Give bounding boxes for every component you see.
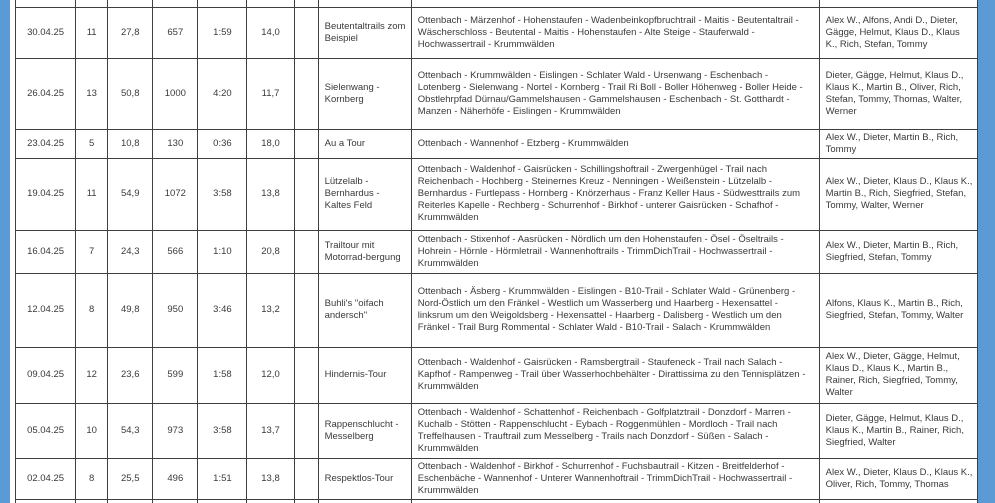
- cell-participants: Alex W., Dieter, Martin B., Rich, Tommy: [819, 129, 977, 158]
- cell-duration: 1:51: [198, 458, 247, 499]
- cell-date: 23.04.25: [16, 129, 76, 158]
- cell-tour-name: Respektlos-Tour: [318, 458, 411, 499]
- cell-riders: 5: [76, 129, 108, 158]
- cell-elevation: 1000: [153, 58, 198, 129]
- cell-spacer: [294, 58, 318, 129]
- cell-route: Ottenbach - Waldenhof - Schattenhof - Reichenbach - Golfplatztrail - Donzdorf - Marren - Kuchalb - Stötten - Rappenschlucht - Eybach - Roggenmühlen - Mordloch - Trail nach Treffelhausen - Trauftrail zum Messelberg - Trails nach Donzdorf - Süßen - Salach - Krummwälden: [411, 403, 819, 458]
- tour-row: [16, 347, 978, 403]
- cell-date: 05.04.25: [16, 403, 76, 458]
- cell-distance: 54,9: [108, 158, 153, 230]
- cell-distance: 10,8: [108, 129, 153, 158]
- cell-distance: 27,8: [108, 7, 153, 58]
- cell-elevation: 496: [153, 458, 198, 499]
- cell-tour-name: Hindernis-Tour: [318, 347, 411, 403]
- cell-spacer: [294, 7, 318, 58]
- cell-distance: 23,6: [108, 347, 153, 403]
- cell-participants: Alex W., Alfons, Andi D., Dieter, Gägge, Helmut, Klaus D., Klaus K., Rich, Stefan, Tommy: [819, 7, 977, 58]
- cell-spacer: [294, 158, 318, 230]
- tour-table: [15, 0, 978, 503]
- cell-participants: Alex W., Dieter, Klaus D., Klaus K., Martin B., Rich, Siegfried, Stefan, Tommy, Walter, Werner: [819, 158, 977, 230]
- tour-row: [16, 230, 978, 273]
- cell-date: 09.04.25: [16, 347, 76, 403]
- cut-off-row-top: [16, 0, 978, 7]
- cell-tour-name: Buhli's "oifach andersch": [318, 273, 411, 347]
- cell-spacer: [294, 230, 318, 273]
- cell-participants: Alfons, Klaus K., Martin B., Rich, Siegfried, Stefan, Tommy, Walter: [819, 273, 977, 347]
- cell-spacer: [294, 458, 318, 499]
- cell-date: 19.04.25: [16, 158, 76, 230]
- cell-elevation: 657: [153, 7, 198, 58]
- tour-row: [16, 158, 978, 230]
- cell-avg-speed: 13,8: [247, 158, 294, 230]
- cell-elevation: 566: [153, 230, 198, 273]
- tour-table-area: [10, 0, 978, 503]
- tour-row: [16, 58, 978, 129]
- cell-elevation: 973: [153, 403, 198, 458]
- cell-avg-speed: 13,2: [247, 273, 294, 347]
- cell-avg-speed: 12,0: [247, 347, 294, 403]
- cell-riders: 13: [76, 58, 108, 129]
- cell-avg-speed: 13,7: [247, 403, 294, 458]
- cell-spacer: [294, 403, 318, 458]
- table-row: [16, 0, 978, 7]
- cell-tour-name: Beutentaltrails zom Beispiel: [318, 7, 411, 58]
- cell-route: Ottenbach - Stixenhof - Aasrücken - Nördlich um den Hohenstaufen - Ösel - Öseltrails - Hohrein - Hörnle - Hörmletrail - Wannenhoftrails - TrimmDichTrail - Hochwassertrail - Krummwälden: [411, 230, 819, 273]
- cell-duration: 3:58: [198, 403, 247, 458]
- left-accent-bar: [0, 0, 10, 503]
- cell-elevation: 599: [153, 347, 198, 403]
- cell-riders: 11: [76, 7, 108, 58]
- cell-date: 02.04.25: [16, 458, 76, 499]
- cell-duration: 1:10: [198, 230, 247, 273]
- cell-route: Ottenbach - Krummwälden - Eislingen - Schlater Wald - Ursenwang - Eschenbach - Lotenberg - Sielenwang - Nortel - Kornberg - Trail Ri Boll - Boller Höhenweg - Boller Heide - Obstlehrpfad Dürnau/Gammelshausen - Gammelshausen - Eschenbach - St. Gotthardt - Manzen - Näherhöfe - Eislingen - Krummwälden: [411, 58, 819, 129]
- cell-duration: 1:58: [198, 347, 247, 403]
- tour-row: [16, 458, 978, 499]
- cell-avg-speed: 13,8: [247, 458, 294, 499]
- cell-avg-speed: 18,0: [247, 129, 294, 158]
- cell-avg-speed: 14,0: [247, 7, 294, 58]
- cell-date: 26.04.25: [16, 58, 76, 129]
- cell-duration: 1:59: [198, 7, 247, 58]
- cell-route: Ottenbach - Waldenhof - Gaisrücken - Schillingshoftrail - Zwergenhügel - Trail nach Reichenbach - Hochberg - Steinernes Kreuz - Nenningen - Weißenstein - Lützelalb - Bernhardus - Furtlepass - Hornberg - Knörzerhaus - Franz Keller Haus - Südwesttrails zum Reiterles Kapelle - Rechberg - Schurrenhof - Birkhof - unterer Gaisrücken - Schafhof - Krummwälden: [411, 158, 819, 230]
- cell-route: Ottenbach - Wannenhof - Etzberg - Krummwälden: [411, 129, 819, 158]
- cell-route: Ottenbach - Waldenhof - Birkhof - Schurrenhof - Fuchsbautrail - Kitzen - Breitfelderhof - Eschenbäche - Wannenhof - Unterer Wannenhoftrail - TrimmDichTrail - Hochwassertrail - Krummwälden: [411, 458, 819, 499]
- tour-row: [16, 403, 978, 458]
- cell-riders: 8: [76, 273, 108, 347]
- cell-tour-name: Sielenwang - Kornberg: [318, 58, 411, 129]
- cell-spacer: [294, 273, 318, 347]
- cell-riders: 7: [76, 230, 108, 273]
- cell-elevation: 130: [153, 129, 198, 158]
- cell-route: Ottenbach - Märzenhof - Hohenstaufen - Wadenbeinkopfbruchtrail - Maitis - Beutentaltrail - Wäscherschloss - Beutental - Maitis - Hohenstaufen - Alte Steige - Stauferwald - Hochwassertrail - Krummwälden: [411, 7, 819, 58]
- cell-tour-name: Rappenschlucht - Messelberg: [318, 403, 411, 458]
- cell-spacer: [294, 347, 318, 403]
- cell-duration: 0:36: [198, 129, 247, 158]
- cell-distance: 54,3: [108, 403, 153, 458]
- tour-row: [16, 129, 978, 158]
- cell-date: 30.04.25: [16, 7, 76, 58]
- cell-distance: 49,8: [108, 273, 153, 347]
- cell-riders: 8: [76, 458, 108, 499]
- cell-avg-speed: 11,7: [247, 58, 294, 129]
- cell-riders: 10: [76, 403, 108, 458]
- table-row: [16, 499, 978, 503]
- cell-riders: 12: [76, 347, 108, 403]
- cell-riders: 11: [76, 158, 108, 230]
- cell-avg-speed: 20,8: [247, 230, 294, 273]
- cell-elevation: 1072: [153, 158, 198, 230]
- cell-route: Ottenbach - Äsberg - Krummwälden - Eislingen - B10-Trail - Schlater Wald - Grünenberg - Nord-Östlich um den Fränkel - Westlich um Wasserberg und Haarberg - Hexensattel - linksrum um den Weigoldsberg - Hexensattel - Haarberg - Dalisberg - Westlich um den Fränkel - Trail Burg Rommental - Schlater Wald - B10-Trail - Salach - Krummwälden: [411, 273, 819, 347]
- tour-row: [16, 273, 978, 347]
- cell-participants: Alex W., Dieter, Gägge, Helmut, Klaus D., Klaus K., Martin B., Rainer, Rich, Siegfried, Tommy, Walter: [819, 347, 977, 403]
- cell-tour-name: Au a Tour: [318, 129, 411, 158]
- cell-distance: 24,3: [108, 230, 153, 273]
- cell-route: Ottenbach - Waldenhof - Gaisrücken - Ramsbergtrail - Staufeneck - Trail nach Salach - Kapfhof - Rampenweg - Trail über Wasserhochbehälter - Dirattissima zu den Tennisplätzen - Krummwälden: [411, 347, 819, 403]
- cell-elevation: 950: [153, 273, 198, 347]
- cut-off-row-bottom: [16, 499, 978, 503]
- cell-date: 12.04.25: [16, 273, 76, 347]
- tour-row: [16, 7, 978, 58]
- cell-duration: 4:20: [198, 58, 247, 129]
- cell-participants: Dieter, Gägge, Helmut, Klaus D., Klaus K., Martin B., Oliver, Rich, Stefan, Tommy, Thomas, Walter, Werner: [819, 58, 977, 129]
- cell-distance: 25,5: [108, 458, 153, 499]
- cell-date: 16.04.25: [16, 230, 76, 273]
- cell-distance: 50,8: [108, 58, 153, 129]
- cell-participants: Dieter, Gägge, Helmut, Klaus D., Klaus K., Martin B., Rainer, Rich, Siegfried, Walter: [819, 403, 977, 458]
- cell-tour-name: Lützelalb - Bernhardus - Kaltes Feld: [318, 158, 411, 230]
- cell-duration: 3:46: [198, 273, 247, 347]
- cell-participants: Alex W., Dieter, Martin B., Rich, Siegfried, Stefan, Tommy: [819, 230, 977, 273]
- tour-table-body: [16, 7, 978, 499]
- right-accent-bar: [978, 0, 995, 503]
- cell-participants: Alex W., Dieter, Klaus D., Klaus K., Oliver, Rich, Tommy, Thomas: [819, 458, 977, 499]
- cell-tour-name: Trailtour mit Motorrad-bergung: [318, 230, 411, 273]
- cell-duration: 3:58: [198, 158, 247, 230]
- cell-spacer: [294, 129, 318, 158]
